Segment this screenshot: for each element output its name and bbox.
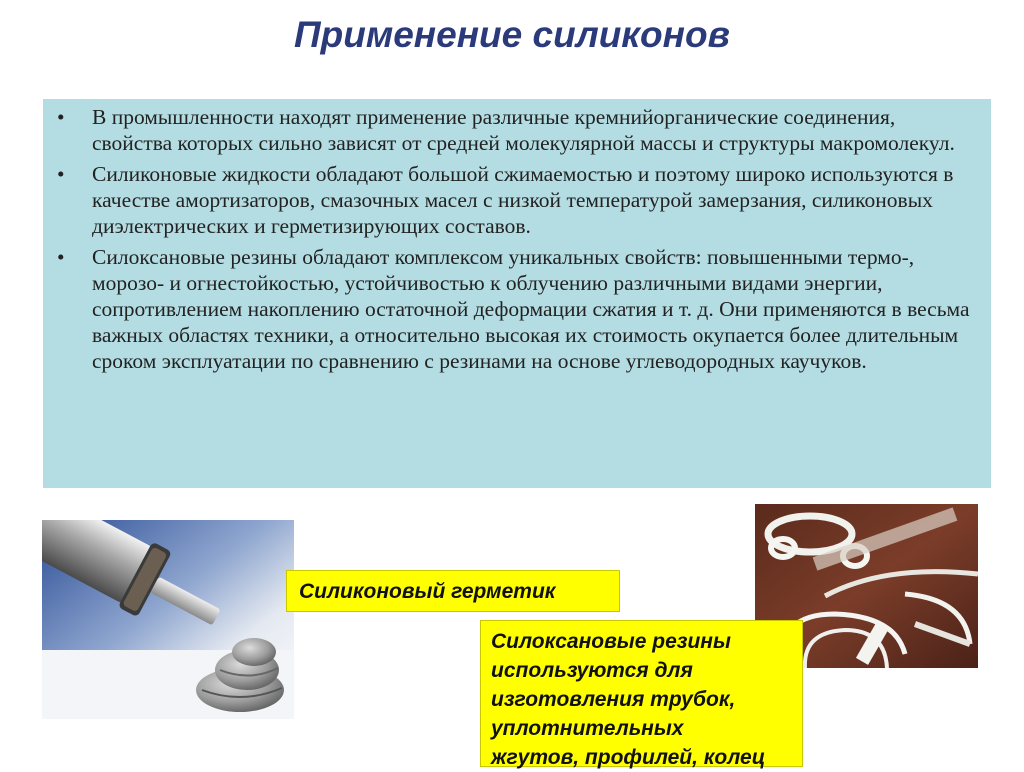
caption-line: используются для [491, 659, 693, 682]
bullet-text: В промышленности находят применение различные кремнийорганические соединения, свойства которых сильно зависят от средней молекулярной массы и структуры макромолекул. [92, 105, 955, 155]
caption-line: уплотнительных [491, 717, 684, 740]
caption-line: жгутов, профилей, колец [491, 746, 766, 769]
sealant-photo [42, 520, 294, 719]
caption-line: Силоксановые резины [491, 630, 731, 653]
sealant-caption: Силиконовый герметик [286, 570, 620, 612]
bullet-dot: • [57, 162, 65, 186]
bullet-dot: • [57, 245, 65, 269]
rubber-caption [480, 620, 803, 767]
bullet-dot: • [57, 105, 65, 129]
caption-line: изготовления трубок, [491, 688, 736, 711]
bullet-item [57, 104, 977, 156]
bullet-text: Силиконовые жидкости обладают большой сжимаемостью и поэтому широко используются в качестве амортизаторов, смазочных масел с низкой температурой замерзания, силиконовых диэлектрических и герметизирующих составов. [92, 162, 954, 238]
slide-title: Применение силиконов [294, 14, 730, 55]
bullet-item [57, 161, 977, 239]
text-panel [43, 99, 991, 488]
bullet-text: Силоксановые резины обладают комплексом уникальных свойств: повышенными термо-, морозо- и огнестойкостью, устойчивостью к облучению различными видами энергии, сопротивлением накоплению остаточной деформации сжатия и т. д. Они применяются в весьма важных областях техники, а относительно высокая их стоимость окупается более длительным сроком эксплуатации по сравнению с резинами на основе углеводородных каучуков. [92, 245, 970, 373]
bullet-item [57, 244, 977, 374]
